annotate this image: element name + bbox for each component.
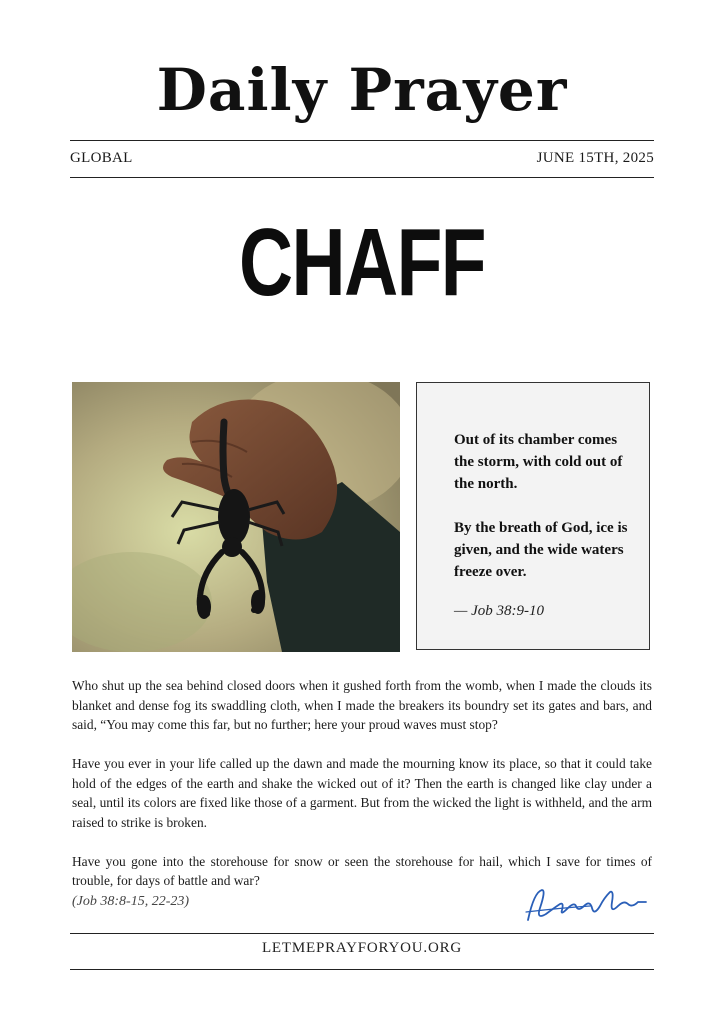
footer-top-rule	[70, 933, 654, 934]
article-body	[72, 676, 652, 910]
signature-icon	[520, 882, 650, 926]
scorpion-photo	[72, 382, 400, 652]
date-label: JUNE 15TH, 2025	[536, 150, 654, 166]
quote-citation: — Job 38:9-10	[454, 603, 544, 619]
masthead-title: Daily Prayer	[156, 56, 568, 124]
header-bottom-rule	[70, 177, 654, 178]
quote-text	[454, 429, 634, 605]
article-headline: CHAFF	[239, 209, 485, 316]
quote-paragraph: By the breath of God, ice is given, and the wide waters freeze over.	[454, 520, 628, 580]
body-paragraph: Who shut up the sea behind closed doors when it gushed forth from the womb, when I made the clouds its blanket and dense fog its swaddling cloth, when I made the breakers its boundry set its gates and bars, and said, “You may come this far, but no further; here your proud waves must stop?	[72, 678, 652, 732]
scripture-reference: (Job 38:8-15, 22-23)	[72, 894, 190, 909]
quote-paragraph: Out of its chamber comes the storm, with cold out of the north.	[454, 432, 623, 492]
body-paragraph: Have you ever in your life called up the dawn and made the mourning know its place, so that it could take hold of the edges of the earth and shake the wicked out of it? Then the earth is changed like clay under a seal, until its colors are fixed like those of a garment. But from the wicked the light is withheld, and the arm raised to strike is broken.	[72, 756, 652, 830]
scripture-quote-box	[416, 382, 650, 650]
footer-bottom-rule	[70, 969, 654, 970]
body-paragraph: Have you gone into the storehouse for snow or seen the storehouse for hail, which I save for times of trouble, for days of battle and war?	[72, 853, 652, 888]
footer-website-link[interactable]: LETMEPRAYFORYOU.ORG	[261, 940, 463, 956]
location-label: GLOBAL	[70, 150, 133, 166]
header-top-rule	[70, 140, 654, 141]
